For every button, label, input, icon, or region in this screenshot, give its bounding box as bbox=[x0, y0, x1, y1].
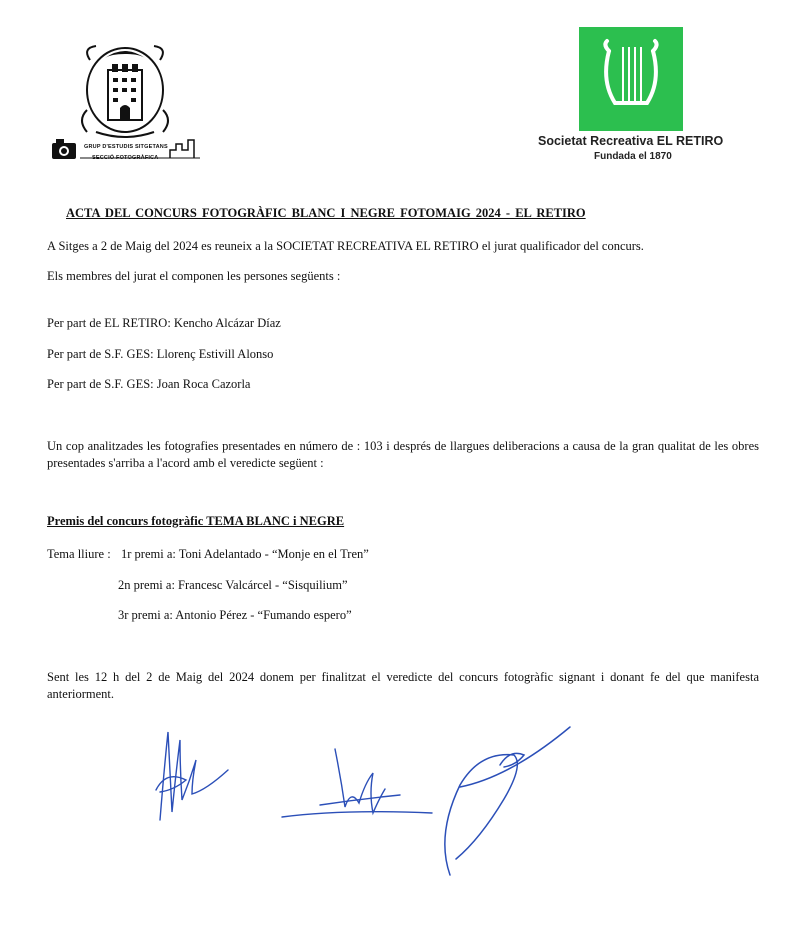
retiro-logo bbox=[579, 27, 683, 131]
intro-paragraph: A Sitges a 2 de Maig del 2024 es reuneix a la SOCIETAT RECREATIVA EL RETIRO el jurat qualificador del concurs. bbox=[47, 239, 644, 253]
jury-member-1: Per part de EL RETIRO: Kencho Alcázar Díaz bbox=[47, 316, 281, 330]
jury-member-2: Per part de S.F. GES: Llorenç Estivill Alonso bbox=[47, 347, 274, 361]
prize-label: Tema lliure : bbox=[47, 547, 111, 561]
prizes-heading: Premis del concurs fotogràfic TEMA BLANC i NEGRE bbox=[47, 514, 345, 528]
prize-1: 1r premi a: Toni Adelantado - “Monje en el Tren” bbox=[121, 547, 369, 561]
ges-name: GRUP D'ESTUDIS SITGETANS bbox=[84, 144, 168, 150]
ges-crest-icon bbox=[50, 40, 210, 160]
prize-2: 2n premi a: Francesc Valcárcel - “Sisquilium” bbox=[118, 578, 348, 592]
jury-member-3: Per part de S.F. GES: Joan Roca Cazorla bbox=[47, 377, 251, 391]
signature-1 bbox=[150, 730, 235, 830]
deliberation-paragraph: Un cop analitzades les fotografies presentades en número de : 103 i després de llargues deliberacions a causa de la gran qualitat de les obres presentades s'arriba a l'acord amb el veredicte següent : bbox=[47, 439, 759, 470]
signature-2 bbox=[280, 745, 440, 830]
closing-paragraph: Sent les 12 h del 2 de Maig del 2024 donem per finalitzat el veredicte del concurs fotogràfic signant i donant fe del que manifesta anteriorment. bbox=[47, 670, 759, 701]
signature-3 bbox=[430, 725, 580, 885]
lyre-icon bbox=[579, 27, 683, 131]
ges-section: SECCIÓ FOTOGRÀFICA bbox=[92, 155, 159, 161]
retiro-name: Societat Recreativa EL RETIRO bbox=[538, 134, 724, 148]
prize-3: 3r premi a: Antonio Pérez - “Fumando espero” bbox=[118, 608, 352, 622]
members-intro: Els membres del jurat el componen les persones següents : bbox=[47, 269, 341, 283]
retiro-founded: Fundada el 1870 bbox=[594, 151, 672, 162]
ges-logo bbox=[50, 40, 210, 165]
document-title: ACTA DEL CONCURS FOTOGRÀFIC BLANC I NEGRE FOTOMAIG 2024 - EL RETIRO bbox=[66, 206, 586, 220]
